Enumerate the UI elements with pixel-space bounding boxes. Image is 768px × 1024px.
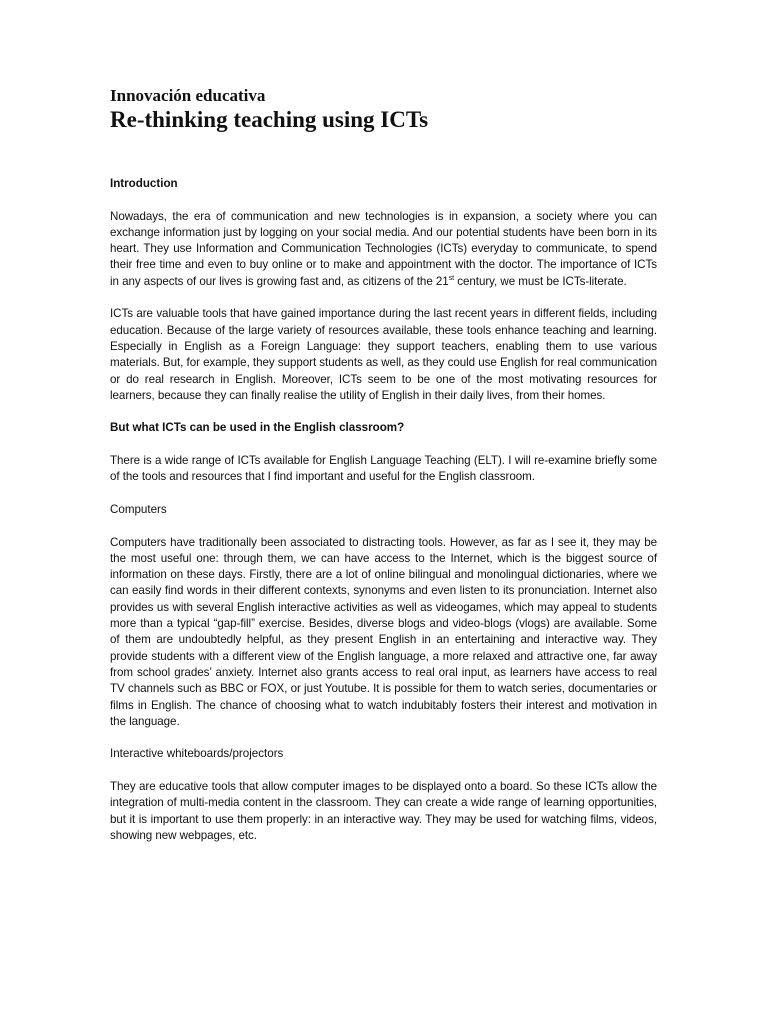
article-title: Re-thinking teaching using ICTs: [110, 107, 429, 132]
intro-paragraph-1-text-end: century, we must be ICTs-literate.: [454, 274, 627, 288]
spacer: [110, 404, 657, 420]
spacer: [110, 730, 657, 746]
computers-paragraph: Computers have traditionally been associated to distracting tools. However, as far as I see it, they may be the most useful one: through them, we can have access to the Internet, which is the biggest source of information on these days. Firstly, there are a lot of online bilingual and monolingual dictionaries, where we can easily find words in their different contexts, synonyms and even listen to its pronunciation. Internet also provides us with several English interactive activities as well as videogames, which may appeal to students more than a typical “gap-fill” exercise. Besides, diverse blogs and video-blogs (vlogs) are available. Some of them are undoubtedly helpful, as they present English in an entertaining and interactive way. They provide students with a different view of the English language, a more relaxed and attractive one, far away from school grades’ anxiety. Internet also grants access to real oral input, as learners have access to real TV channels such as BBC or FOX, or just Youtube. It is possible for them to watch series, documentaries or films in English. The chance of choosing what to watch indubitably fosters their interest and motivation in the language.: [110, 535, 657, 728]
spacer: [110, 290, 657, 306]
section-kicker: Innovación educativa: [110, 86, 266, 105]
spacer: [110, 437, 657, 453]
spacer: [110, 763, 657, 779]
spacer: [110, 192, 657, 208]
whiteboards-paragraph: They are educative tools that allow computer images to be displayed onto a board. So these ICTs allow the integration of multi-media content in the classroom. They can create a wide range of learning opportunities, but it is important to use them properly: in an interactive way. They may be used for watching films, videos, showing new webpages, etc.: [110, 779, 657, 842]
section-2-heading: But what ICTs can be used in the English classroom?: [110, 421, 405, 435]
intro-heading: Introduction: [110, 177, 178, 190]
ordinal-suffix: st: [448, 274, 455, 282]
computers-heading: Computers: [110, 502, 167, 516]
spacer: [110, 518, 657, 534]
section-2-paragraph: There is a wide range of ICTs available for English Language Teaching (ELT). I will re-examine briefly some of the tools and resources that I find important and useful for the English classroom.: [110, 454, 657, 484]
spacer: [110, 486, 657, 502]
whiteboards-heading: Interactive whiteboards/projectors: [110, 747, 284, 761]
intro-paragraph-1: [110, 209, 657, 290]
intro-paragraph-1-text: Nowadays, the era of communication and new technologies is in expansion, a society where you can exchange information just by logging on your social media. And our potential students have been born in its heart. They use Information and Communication Technologies (ICTs) everyday to communicate, to spend their free time and even to buy online or to make and appointment with the doctor. The importance of ICTs in any aspects of our lives is growing fast and, as citizens of the 21: [110, 209, 657, 288]
document-page: [110, 86, 657, 844]
intro-paragraph-2: ICTs are valuable tools that have gained importance during the last recent years in different fields, including education. Because of the large variety of resources available, these tools enhance teaching and learning. Especially in English as a Foreign Language: they support teachers, enabling them to use various materials. But, for example, they support students as well, as they could use English for real communication or do real research in English. Moreover, ICTs seem to be one of the most motivating resources for learners, because they can finally realise the utility of English in their daily lives, from their homes.: [110, 307, 657, 402]
spacer: [110, 134, 657, 176]
